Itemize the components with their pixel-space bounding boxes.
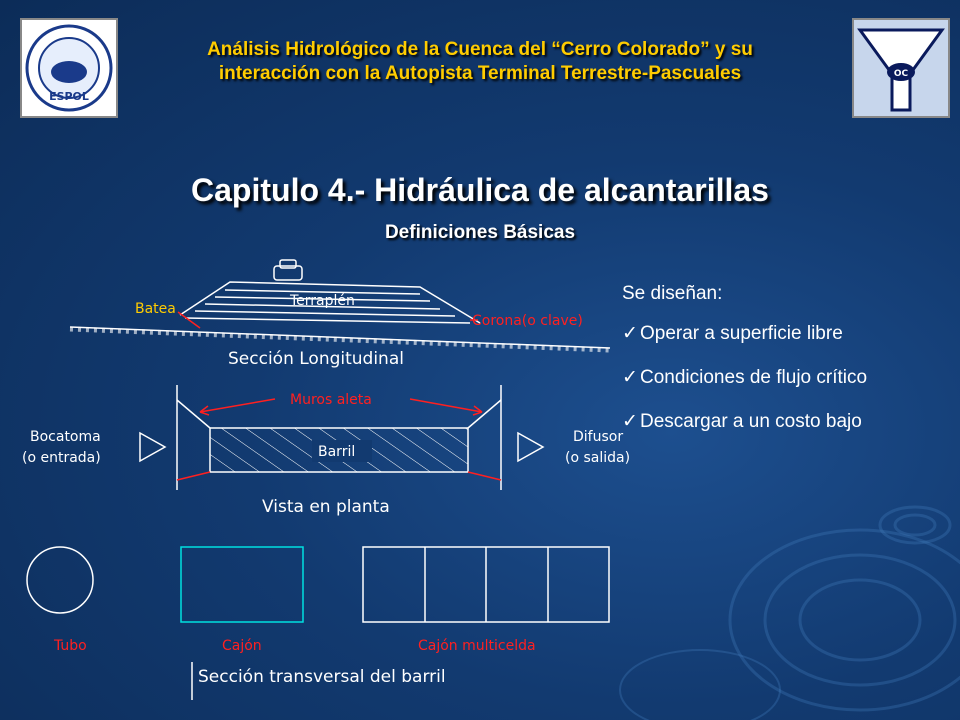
plan-caption: Vista en planta: [262, 497, 390, 517]
longitudinal-caption: Sección Longitudinal: [228, 349, 404, 369]
check-icon: ✓: [622, 323, 638, 344]
bocatoma-sub-label: (o entrada): [22, 450, 101, 466]
list-item-text: Condiciones de flujo crítico: [640, 367, 868, 388]
transversal-caption: Sección transversal del barril: [198, 667, 446, 687]
difusor-label: Difusor: [573, 429, 624, 445]
longitudinal-section: [70, 260, 610, 369]
header-title-line2: interacción con la Autopista Terminal Terrestre-Pascuales: [218, 63, 742, 84]
list-item: [622, 322, 867, 366]
list-item-text: Operar a superficie libre: [640, 323, 843, 344]
check-icon: ✓: [622, 367, 638, 388]
logo-text: OC: [893, 69, 909, 79]
list-item-text: Descargar a un costo bajo: [640, 411, 862, 432]
transversal-section: [27, 547, 609, 700]
corona-label: Corona(o clave): [472, 313, 583, 329]
plan-view: [22, 385, 630, 517]
logo-text: ESPOL: [49, 90, 89, 103]
difusor-sub-label: (o salida): [565, 450, 631, 466]
multicelda-label: Cajón multicelda: [418, 638, 536, 654]
bocatoma-label: Bocatoma: [30, 429, 101, 445]
car-icon: [274, 260, 302, 280]
list-item: [622, 410, 867, 454]
cajon-label: Cajón: [222, 638, 262, 654]
design-criteria-list: [622, 322, 867, 454]
page-subtitle: Definiciones Básicas: [384, 222, 576, 243]
check-icon: ✓: [622, 411, 638, 432]
batea-label: Batea: [135, 301, 176, 317]
terraplen-label: Terraplén: [290, 293, 355, 309]
barril-label: Barril: [318, 444, 356, 460]
header-title-line1: Análisis Hidrológico de la Cuenca del “Cerro Colorado” y su: [207, 39, 753, 60]
design-heading: Se diseñan:: [622, 283, 723, 304]
page-title: Capitulo 4.- Hidráulica de alcantarillas: [191, 172, 769, 208]
muros-aleta-label: Muros aleta: [290, 392, 372, 408]
list-item: [622, 366, 867, 410]
tubo-label: Tubo: [54, 638, 87, 654]
